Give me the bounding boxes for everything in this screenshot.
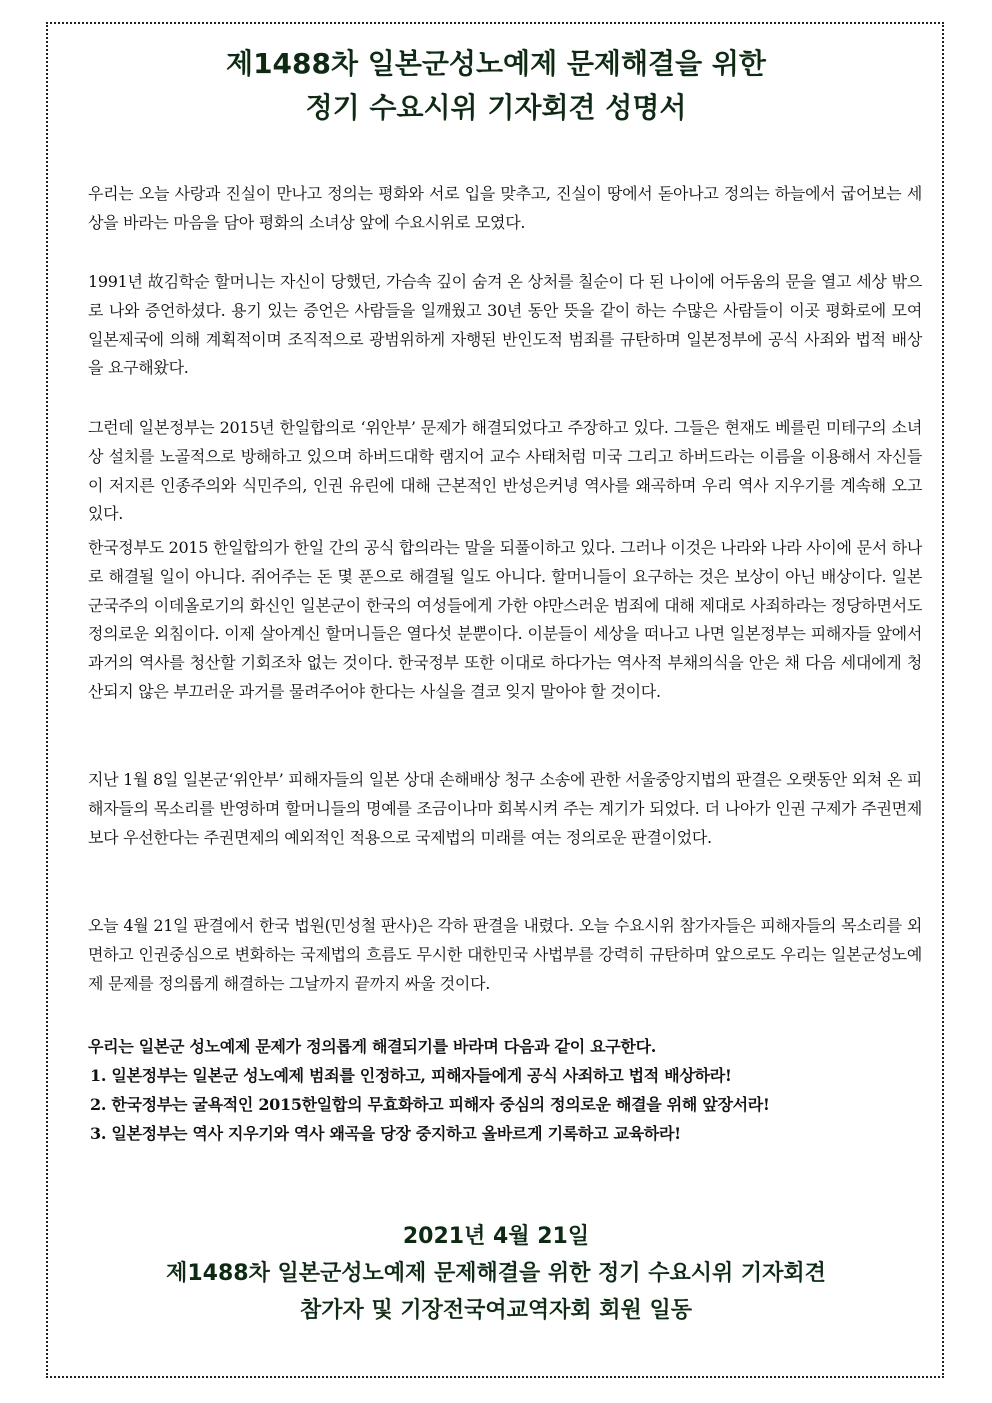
demands-section xyxy=(88,1032,922,1148)
statement-title xyxy=(0,42,992,130)
paragraph-1: 우리는 오늘 사랑과 진실이 만나고 정의는 평화와 서로 입을 맞추고, 진실이 땅에서 돋아나고 정의는 하늘에서 굽어보는 세상을 바라는 마음을 담아 평화의 소녀상 앞에 수요시위로 모였다. xyxy=(88,184,922,232)
statement-date: 2021년 4월 21일 xyxy=(402,1224,590,1249)
demands-list xyxy=(88,1061,922,1148)
paragraph-4: 한국정부도 2015 한일합의가 한일 간의 공식 합의라는 말을 되풀이하고 있다. 그러나 이것은 나라와 나라 사이에 문서 하나로 해결될 일이 아니다. 쥐어주는 돈 몇 푼으로 해결될 일도 아니다. 할머니들이 요구하는 것은 보상이 아닌 배상이다. 일본 군국주의 이데올로기의 화신인 일본군이 한국의 여성들에게 가한 야만스러운 범죄에 대해 제대로 사죄하라는 정당하면서도 정의로운 외침이다. 이제 살아계신 할머니들은 열다섯 분뿐이다. 이분들이 세상을 떠나고 나면 일본정부는 피해자들 앞에서 과거의 역사를 청산할 기회조차 없는 것이다. 한국정부 또한 이대로 하다가는 역사적 부채의식을 안은 채 다음 세대에게 청산되지 않은 부끄러운 과거를 물려주어야 한다는 사실을 결코 잊지 말아야 할 것이다. xyxy=(88,538,922,701)
signature-line-2: 제1488차 일본군성노예제 문제해결을 위한 정기 수요시위 기자회견 xyxy=(166,1261,826,1286)
demand-item-2: 2. 한국정부는 굴욕적인 2015한일합의 무효화하고 피해자 중심의 정의로운 해결을 위해 앞장서라! xyxy=(90,1095,770,1114)
signature-block xyxy=(0,1218,992,1329)
demand-item-1: 1. 일본정부는 일본군 성노예제 범죄를 인정하고, 피해자들에게 공식 사죄하고 법적 배상하라! xyxy=(90,1066,732,1085)
paragraph-3: 그런데 일본정부는 2015년 한일합의로 ‘위안부’ 문제가 해결되었다고 주장하고 있다. 그들은 현재도 베를린 미테구의 소녀상 설치를 노골적으로 방해하고 있으며 하버드대학 램지어 교수 사태처럼 미국 그리고 하버드라는 이름을 이용해서 자신들이 저지른 인종주의와 식민주의, 인권 유린에 대해 근본적인 반성은커녕 역사를 왜곡하며 우리 역사 지우기를 계속해 오고 있다. xyxy=(88,418,922,524)
paragraph-2: 1991년 故김학순 할머니는 자신이 당했던, 가슴속 깊이 숨겨 온 상처를 칠순이 다 된 나이에 어두움의 문을 열고 세상 밖으로 나와 증언하셨다. 용기 있는 증언은 사람들을 일깨웠고 30년 동안 뜻을 같이 하는 수많은 사람들이 이곳 평화로에 모여 일본제국에 의해 계획적이며 조직적으로 광범위하게 자행된 반인도적 범죄를 규탄하며 일본정부에 공식 사죄와 법적 배상을 요구해왔다. xyxy=(88,272,922,378)
title-line-2: 정기 수요시위 기자회견 성명서 xyxy=(305,91,687,124)
title-line-1: 제1488차 일본군성노예제 문제해결을 위한 xyxy=(226,47,766,80)
signature-line-3: 참가자 및 기장전국여교역자회 회원 일동 xyxy=(300,1298,692,1323)
demands-intro: 우리는 일본군 성노예제 문제가 정의롭게 해결되기를 바라며 다음과 같이 요구한다. xyxy=(88,1037,657,1056)
paragraph-5: 지난 1월 8일 일본군‘위안부’ 피해자들의 일본 상대 손해배상 청구 소송에 관한 서울중앙지법의 판결은 오랫동안 외쳐 온 피해자들의 목소리를 반영하며 할머니들의 명예를 조금이나마 회복시켜 주는 계기가 되었다. 더 나아가 인권 구제가 주권면제보다 우선한다는 주권면제의 예외적인 적용으로 국제법의 미래를 여는 정의로운 판결이었다. xyxy=(88,770,922,847)
demand-item-3: 3. 일본정부는 역사 지우기와 역사 왜곡을 당장 중지하고 올바르게 기록하고 교육하라! xyxy=(90,1124,681,1143)
paragraph-6: 오늘 4월 21일 판결에서 한국 법원(민성철 판사)은 각하 판결을 내렸다. 오늘 수요시위 참가자들은 피해자들의 목소리를 외면하고 인권중심으로 변화하는 국제법의 흐름도 무시한 대한민국 사법부를 강력히 규탄하며 앞으로도 우리는 일본군성노예제 문제를 정의롭게 해결하는 그날까지 끝까지 싸울 것이다. xyxy=(88,916,922,993)
